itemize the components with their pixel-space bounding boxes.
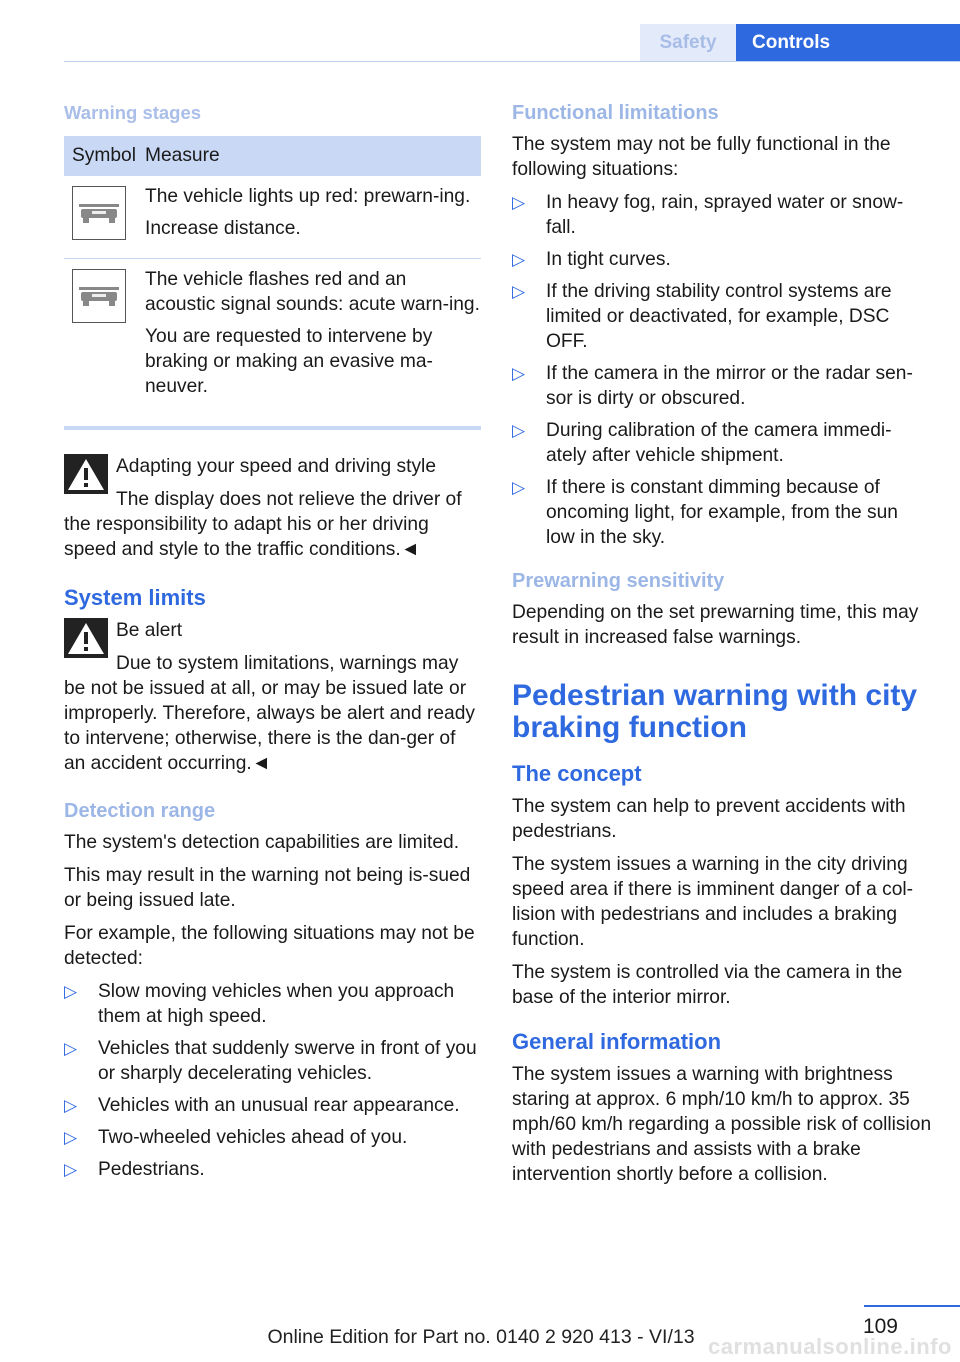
warning-block-speed	[64, 454, 481, 562]
concept-paragraph-1: The system can help to prevent accidents with pedestrians.	[512, 796, 906, 842]
list-item: ▷ Two-wheeled vehicles ahead of you.	[64, 1127, 408, 1148]
system-limits-heading: System limits	[64, 585, 206, 610]
detection-paragraph-3: For example, the following situations may not be detected:	[64, 923, 475, 969]
bullet-triangle-icon: ▷	[64, 1039, 78, 1058]
bullet-triangle-icon: ▷	[512, 364, 526, 383]
warning-body	[64, 487, 481, 562]
table-row	[64, 259, 481, 416]
list-item: ▷ If the driving stability control systems are limited or deactivated, for example, DSC OFF.	[512, 281, 892, 352]
col-measure-header: Measure	[145, 145, 220, 166]
list-item: ▷ In tight curves.	[512, 249, 671, 270]
col-symbol-header: Symbol	[72, 145, 136, 166]
footer-edition: Online Edition for Part no. 0140 2 920 413 - VI/13	[267, 1326, 695, 1348]
list-item: ▷ Slow moving vehicles when you approach them at high speed.	[64, 981, 455, 1027]
concept-heading: The concept	[512, 761, 642, 786]
list-item: ▷ In heavy fog, rain, sprayed water or snow-fall.	[512, 192, 904, 238]
header-divider	[64, 61, 960, 62]
car-front-icon	[72, 269, 126, 323]
warning-body-text: Due to system limitations, warnings may be not be issued at all, or may be issued late or improperly. Therefore, always be alert and ready to intervene; otherwise, there is the dan-ger of an accident occurring.◄	[64, 653, 475, 774]
bullet-triangle-icon: ▷	[512, 193, 526, 212]
bullet-triangle-icon: ▷	[64, 1128, 78, 1147]
list-item: ▷ Vehicles that suddenly swerve in front of you or sharply decelerating vehicles.	[64, 1038, 477, 1084]
list-item: ▷ Pedestrians.	[64, 1159, 205, 1180]
row1-text-2: Increase distance.	[145, 218, 301, 239]
list-item: ▷ If there is constant dimming because of oncoming light, for example, from the sun low in the sky.	[512, 477, 898, 548]
row2-text-1: The vehicle flashes red and an acoustic signal sounds: acute warn-ing.	[145, 269, 480, 315]
pedestrian-warning-heading: Pedestrian warning with city braking function	[512, 679, 918, 744]
list-item: ▷ Vehicles with an unusual rear appearance.	[64, 1095, 460, 1116]
warning-title: Be alert	[116, 620, 183, 641]
bullet-triangle-icon: ▷	[512, 478, 526, 497]
prewarning-text: Depending on the set prewarning time, this may result in increased false warnings.	[512, 602, 919, 648]
left-column	[64, 100, 481, 1194]
row1-text-1: The vehicle lights up red: prewarn-ing.	[145, 186, 471, 207]
functional-limitations-heading: Functional limitations	[512, 102, 719, 124]
right-column	[512, 100, 932, 1195]
footer-rule	[864, 1305, 960, 1307]
bullet-triangle-icon: ▷	[64, 1096, 78, 1115]
table-end-rule	[64, 426, 481, 430]
warning-body	[64, 651, 481, 776]
general-information-heading: General information	[512, 1029, 722, 1054]
functional-bullet-list	[512, 190, 932, 550]
page-number: 109	[862, 1315, 898, 1338]
row2-text-2: You are requested to intervene by braking or making an evasive ma-neuver.	[145, 326, 433, 397]
functional-intro: The system may not be fully functional in the following situations:	[512, 134, 891, 180]
tab-controls-label: Controls	[752, 31, 831, 53]
table-header	[64, 136, 481, 176]
bullet-triangle-icon: ▷	[64, 1160, 78, 1179]
tab-controls[interactable]	[736, 24, 960, 61]
warning-title: Adapting your speed and driving style	[116, 456, 436, 477]
tab-safety-label: Safety	[659, 31, 717, 53]
bullet-triangle-icon: ▷	[64, 982, 78, 1001]
general-paragraph-1: The system issues a warning with brightness staring at approx. 6 mph/10 km/h to approx. 35 mph/60 km/h regarding a possible risk of collision with pedestrians and assists with a brake intervention shortly before a collision.	[512, 1064, 932, 1185]
concept-paragraph-3: The system is controlled via the camera in the base of the interior mirror.	[512, 962, 903, 1008]
detection-paragraph-2: This may result in the warning not being is-sued or being issued late.	[64, 865, 471, 911]
list-item: ▷ If the camera in the mirror or the radar sen-sor is dirty or obscured.	[512, 363, 913, 409]
warning-triangle-icon	[64, 454, 108, 494]
detection-paragraph-1: The system's detection capabilities are limited.	[64, 832, 460, 853]
bullet-triangle-icon: ▷	[512, 421, 526, 440]
warning-stages-heading: Warning stages	[64, 102, 202, 123]
bullet-triangle-icon: ▷	[512, 282, 526, 301]
concept-paragraph-2: The system issues a warning in the city driving speed area if there is imminent danger of a col-lision with pedestrians and includes a braking function.	[512, 854, 914, 950]
car-front-icon	[72, 186, 126, 240]
detection-bullet-list	[64, 979, 481, 1182]
list-item: ▷ During calibration of the camera immedi-ately after vehicle shipment.	[512, 420, 892, 466]
warning-triangle-icon	[64, 618, 108, 658]
detection-range-heading: Detection range	[64, 800, 216, 822]
warning-stages-table	[64, 136, 481, 430]
warning-body-text: The display does not relieve the driver of the responsibility to adapt his or her driving speed and style to the traffic conditions.◄	[64, 489, 462, 560]
prewarning-sensitivity-heading: Prewarning sensitivity	[512, 570, 725, 592]
tab-safety[interactable]	[640, 24, 736, 61]
bullet-triangle-icon: ▷	[512, 250, 526, 269]
warning-block-alert	[64, 618, 481, 776]
table-row	[64, 176, 481, 259]
watermark: carmanualsonline.info	[708, 1334, 952, 1359]
